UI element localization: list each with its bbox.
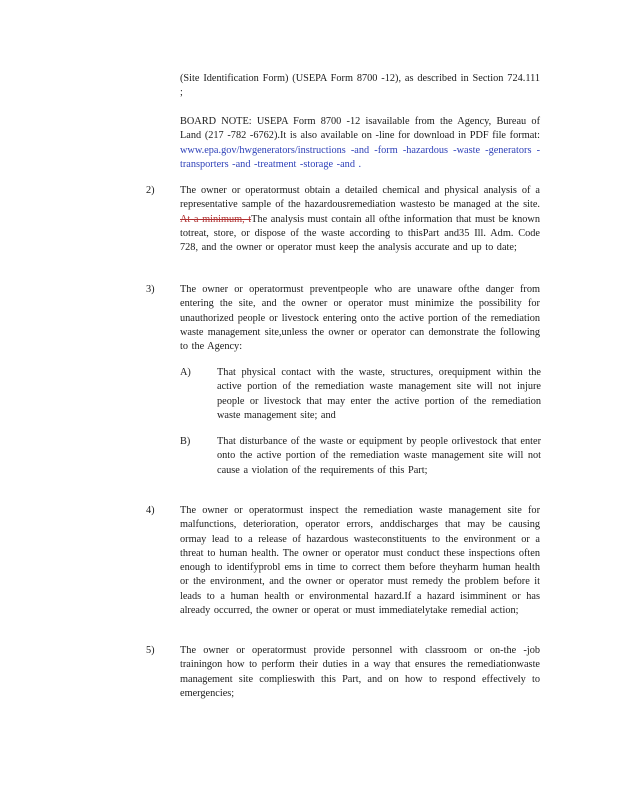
item-number: A) [180,367,191,378]
item-4-paragraph [180,504,540,618]
item-3-paragraph [180,283,540,354]
item-number: 2) [146,185,155,196]
item-b-paragraph [217,435,541,478]
citation-paragraph [180,72,540,101]
item-5-text: The owner or operatormust provide personnel with classroom or on-the -job trainingon how to perform their duties in a way that ensures the remediationwaste management site complieswith this Part, and on how to respond effectively to emergencies; [180,645,540,699]
epa-link[interactable]: www.epa.gov/hwgenerators/instructions -and -form -hazardous -waste -generators -transporters -and -treatment -storage -and . [180,144,540,170]
citation-text: (Site Identification Form) (USEPA Form 8700 -12), as described in Section 724.111 ; [180,73,540,99]
item-4-text: The owner or operatormust inspect the remediation waste management site for malfunctions, deterioration, operator errors, anddischarges that may be causing ormay lead to a release of hazardous wasteconstituents to the environment or a threat to human health. The owner or operator must conduct these inspections often enough to identifyprobl ems in time to correct them before theyharm human health or the environment, and the owner or operator must remedy the problem before it leads to a human health or environmental hazard.If a hazard isimminent or has already occurred, the owner or operat or must immediatelytake remedial action; [180,505,540,617]
item-number: 4) [146,505,155,516]
item-number: 5) [146,645,155,656]
item-3-text: The owner or operatormust preventpeople who are unaware ofthe danger from entering the site, and the owner or operator must minimize the possibility for unauthorized people or livestock entering onto the active portion of the remediation waste management site,unless the owner or operator can demonstrate the following to the Agency: [180,284,540,353]
item-b-text: That disturbance of the waste or equipment by people orlivestock that enter onto the active portion of the remediation waste management site will not cause a violation of the requirements of this Part; [217,436,541,476]
item-2-text-before: The owner or operatormust obtain a detailed chemical and physical analysis of a representative sample of the hazardousremediation wastesto be managed at the site. [180,185,540,211]
item-number: 3) [146,284,155,295]
board-note-paragraph [180,115,540,172]
item-5-paragraph [180,644,540,701]
item-a-paragraph [217,366,541,423]
board-note-text: BOARD NOTE: USEPA Form 8700 -12 isavailable from the Agency, Bureau of Land (217 -782 -6762).It is also available on -line for download in PDF file format: [180,116,540,142]
item-number: B) [180,436,191,447]
item-2-paragraph [180,184,540,255]
item-2-text-after: The analysis must contain all ofthe information that must be known totreat, store, or dispose of the waste according to thisPart and35 Ill. Adm. Code 728, and the owner or operator must keep the analysis accurate and up to date; [180,213,540,254]
struck-text: At a minimum, t [180,213,252,225]
item-a-text: That physical contact with the waste, structures, orequipment within the active portion of the remediation waste management site will not injure people or livestock that may enter the active portion of the remediation waste management site; and [217,367,541,421]
